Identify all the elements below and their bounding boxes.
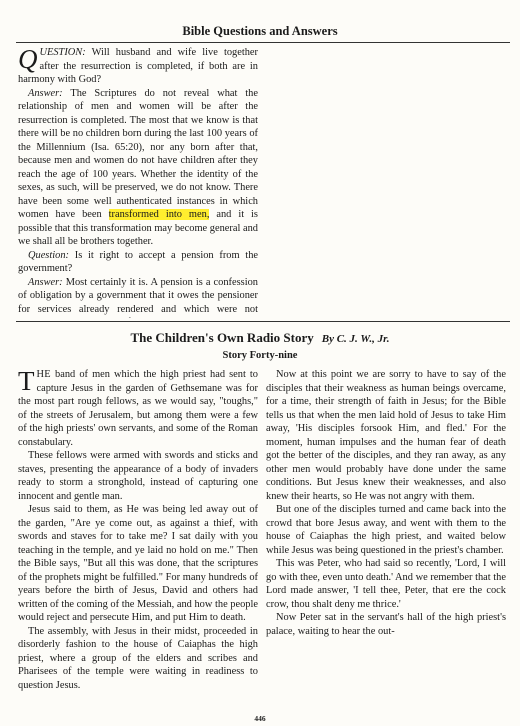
story-paragraph-8: Now Peter sat in the servant's hall of the high priest's palace, waiting to hear the out-: [266, 612, 506, 637]
highlighted-phrase: transformed into men,: [108, 209, 210, 220]
question-1-label: UESTION:: [39, 47, 86, 58]
answer-2-label: Answer:: [28, 276, 63, 288]
page-number: 446: [254, 714, 266, 723]
drop-cap-q: Q: [18, 46, 38, 74]
qa-right-column: [266, 46, 506, 318]
answer-1-text: The Scriptures do not reveal what the relationship of men and women will be after the resurrection is completed. The most that we know is that there will be no children born during the last 100 years of the Millennium (Isa. 65:20), nor any born after that, because men and women do not have children after they reach the age of 100 years. Whether the identity of the sexes, as such, will be preserved, we do not know. There have been some well authenticated instances in which women have been: [18, 87, 258, 220]
question-2: [18, 249, 258, 276]
story-paragraph-4: The assembly, with Jesus in their midst, proceeded in disorderly fashion to the house of Caiaphas the high priest, where a group of the elders and scribes and Pharisees of the temple were waiting in readiness to question Jesus.: [18, 625, 258, 691]
story-paragraph-1-text: band of men which the high priest had sent to capture Jesus in the garden of Gethsemane was for the most part rough fellows, as we would say, "toughs," of the streets of Jerusalem, but among them were a few of the high priests' own servants, and some of the Roman constabulary.: [18, 369, 258, 448]
drop-cap-t: T: [18, 368, 35, 396]
story-right-column: [266, 368, 506, 710]
story-first-word: HE: [36, 369, 51, 380]
story-title: [0, 330, 520, 346]
answer-1-label: Answer:: [28, 87, 63, 99]
story-paragraph-6: But one of the disciples turned and came back into the crowd that bore Jesus away, and went with them to the house of Caiaphas the high priest, and waited below while Jesus was being questioned in the priest's chamber.: [266, 504, 506, 556]
question-1: [18, 46, 258, 87]
answer-2-text: Most certainly it is. A pension is a confession of obligation by a government that it owes the pensioner for services already rendered and which were not: [18, 276, 258, 315]
page-header-title: Bible Questions and Answers: [182, 24, 338, 38]
story-paragraph-7: This was Peter, who had said so recently, 'Lord, I will go with thee, even unto death.' And we remember that the Lord made answer, 'I tell thee, Peter, that ere the cock crow, thou shalt deny me thrice.': [266, 558, 506, 610]
answer-2: [18, 276, 258, 319]
qa-left-column: [18, 46, 258, 318]
story-left-column: [18, 368, 258, 710]
story-paragraph-2: These fellows were armed with swords and sticks and staves, presenting the appearance of a body of invaders ready to storm a stronghold, instead of capturing one innocent and gentle man.: [18, 450, 258, 502]
story-title-text: The Children's Own Radio Story: [130, 330, 314, 345]
story-subtitle: Story Forty-nine: [222, 350, 298, 361]
header-rule: [16, 42, 510, 43]
story-byline: By C. J. W., Jr.: [321, 333, 390, 345]
question-1-text: Will husband and wife live together after the resurrection is completed, if both are in harmony with God?: [18, 47, 258, 85]
story-paragraph-5: Now at this point we are sorry to have to say of the disciples that their weakness as human beings overcame, for a time, their strength of faith in Jesus; for the Bible tells us that when the men laid hold of Jesus to take Him away, 'His disciples forsook Him, and fled.' For the moment, human impulses and the human fear of death got the better of the disciples, and they ran away, as any other men would probably have done under the same conditions. But Jesus knew their weaknesses, and also knew their hearts, so He was not angry with them.: [266, 369, 506, 502]
answer-1-text-end: and it is possible that this transformation may become general and we shall all be brothers together.: [18, 209, 258, 247]
question-2-text: Is it right to accept a pension from the government?: [18, 249, 258, 274]
answer-1: [18, 87, 258, 249]
question-2-label: Question:: [28, 249, 69, 261]
section-rule: [16, 321, 510, 322]
story-paragraph-1: [18, 368, 258, 449]
story-paragraph-3: Jesus said to them, as He was being led away out of the garden, "Are ye come out, as against a thief, with swords and staves for to take me? I sat daily with you teaching in the temple, and ye laid no hold on me." Then the Bible says, "But all this was done, that the scriptures of the prophets might be fulfilled." For many hundreds of years before the birth of Jesus, David and others had written of the coming of the Messiah, and how the people would reject and persecute Him, and put Him to death.: [18, 504, 258, 623]
